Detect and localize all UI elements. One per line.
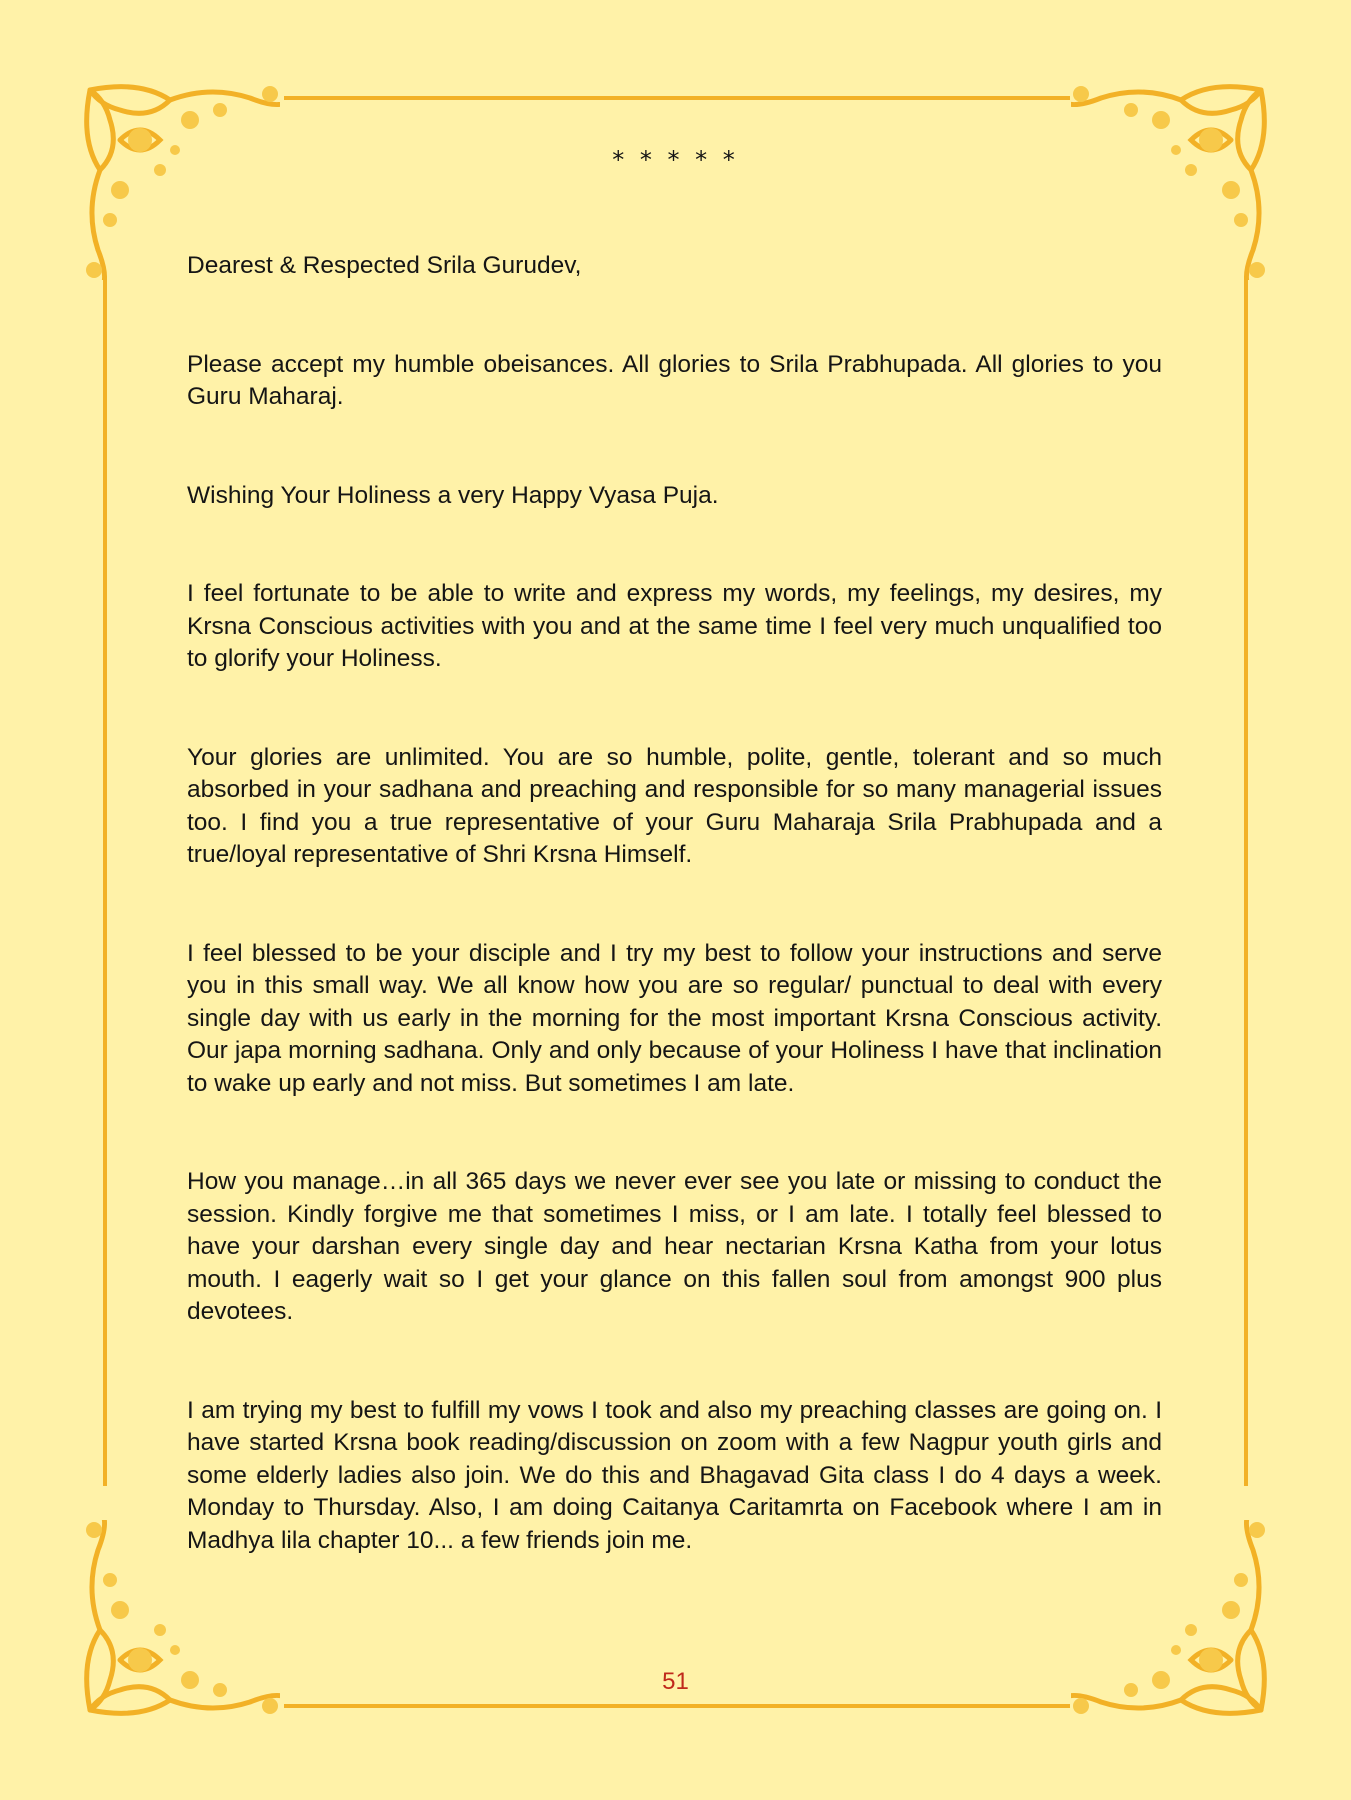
paragraph: I feel blessed to be your disciple and I try my best to follow your instructions and serve you in this small way. We all know how you are so regular/ punctual to deal with every single day with us early in the morning for the most important Krsna Conscious activity. Our japa morning sadhana. Only and only because of your Holiness I have that inclination to wake up early and not miss. But sometimes I am late.: [187, 939, 1162, 1097]
paragraph: I am trying my best to fulfill my vows I took and also my preaching classes are going on. I have started Krsna book reading/discussion on zoom with a few Nagpur youth girls and some elderly ladies also join. We do this and Bhagavad Gita class I do 4 days a week. Monday to Thursday. Also, I am doing Caitanya Caritamrta on Facebook where I am in Madhya lila chapter 10... a few friends join me.: [187, 1396, 1162, 1554]
salutation: Dearest & Respected Srila Gurudev,: [187, 252, 582, 279]
border-top: [284, 96, 1070, 100]
border-left: [103, 276, 107, 1486]
paragraph: I feel fortunate to be able to write and express my words, my feelings, my desires, my Krsna Conscious activities with you and at the same time I feel very much unqualified too to glorify your Holiness.: [187, 580, 1162, 672]
paragraph: Your glories are unlimited. You are so humble, polite, gentle, tolerant and so much absorbed in your sadhana and preaching and responsible for so many managerial issues too. I find you a true representative of your Guru Maharaja Srila Prabhupada and a true/loyal representative of Shri Krsna Himself.: [187, 743, 1162, 868]
border-bottom: [284, 1704, 1070, 1708]
page-number: 51: [662, 1668, 689, 1695]
section-separator: * * * * *: [612, 146, 739, 174]
paragraph: Wishing Your Holiness a very Happy Vyasa Puja.: [187, 481, 719, 509]
paragraph: Please accept my humble obeisances. All glories to Srila Prabhupada. All glories to you Guru Maharaj.: [187, 350, 1162, 410]
paragraph: How you manage…in all 365 days we never ever see you late or missing to conduct the session. Kindly forgive me that sometimes I miss, or I am late. I totally feel blessed to have your darshan every single day and hear nectarian Krsna Katha from your lotus mouth. I eagerly wait so I get your glance on this fallen soul from amongst 900 plus devotees.: [187, 1168, 1162, 1325]
letter-body: [187, 250, 1162, 1623]
border-right: [1244, 276, 1248, 1486]
